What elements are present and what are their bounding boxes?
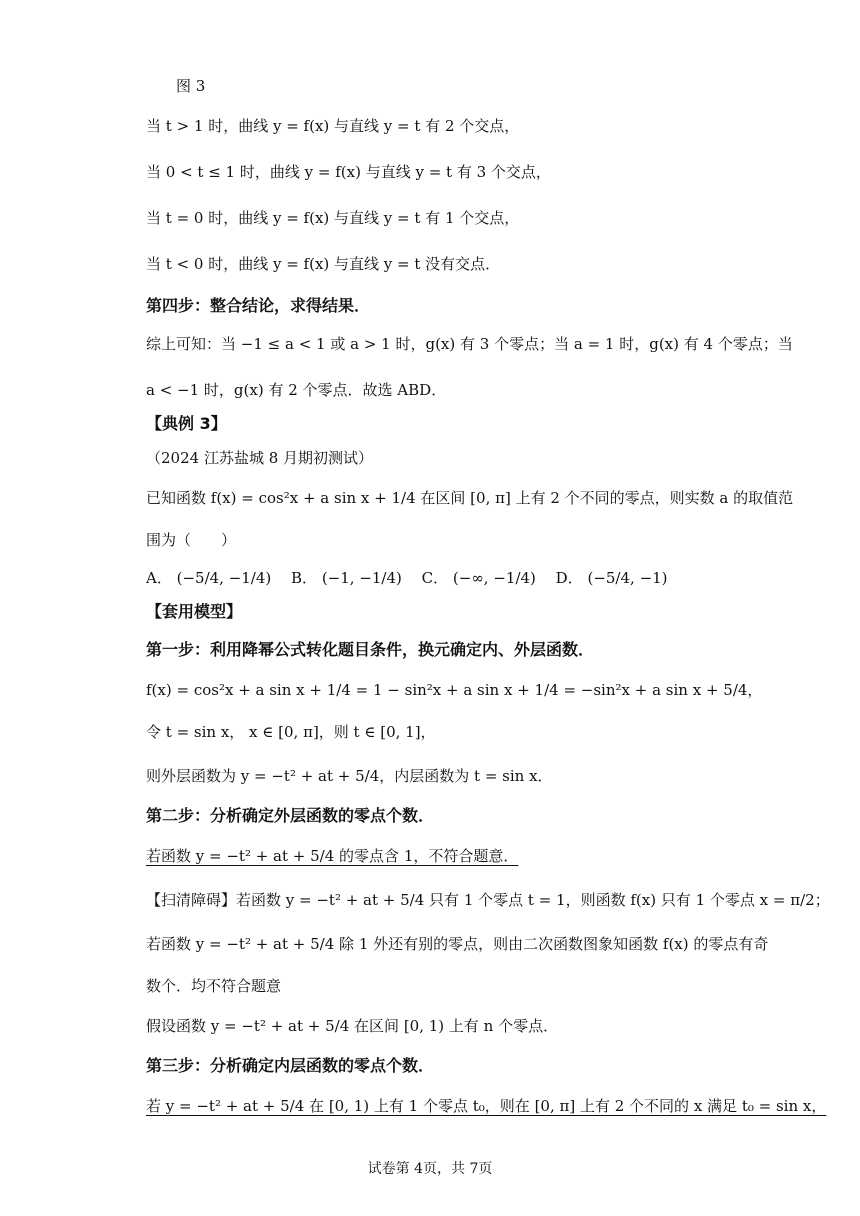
text-line: 当 t = 0 时，曲线 y = f(x) 与直线 y = t 有 1 个交点， [146, 209, 520, 227]
text-line: A． (−5/4, −1/4) B． (−1, −1/4) C． (−∞, −1/4) D． (−5/4, −1) [146, 569, 668, 587]
text-line: 若函数 y = −t² + at + 5/4 的零点含 1，不符合题意． [146, 847, 519, 865]
section-heading: 第一步：利用降幂公式转化题目条件，换元确定内、外层函数． [146, 640, 595, 659]
text-line: 若函数 y = −t² + at + 5/4 除 1 外还有别的零点，则由二次函数图象知函数 f(x) 的零点有奇 [146, 935, 769, 953]
text-line: 数个．均不符合题意 [146, 977, 282, 995]
section-heading: 第四步：整合结论，求得结果． [146, 296, 371, 315]
section-heading: 【套用模型】 [146, 602, 243, 621]
text-line: 图 3 [176, 77, 206, 95]
text-line: 已知函数 f(x) = cos²x + a sin x + 1/4 在区间 [0, π] 上有 2 个不同的零点，则实数 a 的取值范 [146, 489, 794, 507]
text-line: 则外层函数为 y = −t² + at + 5/4，内层函数为 t = sin x． [146, 767, 553, 785]
text-line: 当 t > 1 时，曲线 y = f(x) 与直线 y = t 有 2 个交点， [146, 117, 520, 135]
text-line: 【扫清障碍】若函数 y = −t² + at + 5/4 只有 1 个零点 t = 1，则函数 f(x) 只有 1 个零点 x = π/2； [146, 891, 830, 909]
text-line: 围为（ ） [146, 531, 237, 549]
text-line: （2024 江苏盐城 8 月期初测试） [146, 449, 374, 467]
text-line: f(x) = cos²x + a sin x + 1/4 = 1 − sin²x + a sin x + 1/4 = −sin²x + a sin x + 5/4， [146, 681, 763, 699]
section-heading: 第三步：分析确定内层函数的零点个数． [146, 1056, 435, 1075]
text-line: 当 t < 0 时，曲线 y = f(x) 与直线 y = t 没有交点． [146, 255, 501, 273]
section-heading: 第二步：分析确定外层函数的零点个数． [146, 806, 435, 825]
text-line: 若 y = −t² + at + 5/4 在 [0, 1) 上有 1 个零点 t₀，则在 [0, π] 上有 2 个不同的 x 满足 t₀ = sin x， [146, 1097, 827, 1115]
text-line: 假设函数 y = −t² + at + 5/4 在区间 [0, 1) 上有 n 个零点． [146, 1017, 559, 1035]
section-heading: 【典例 3】 [146, 414, 227, 433]
page-footer: 试卷第 4页，共 7页 [367, 1161, 493, 1177]
text-line: 令 t = sin x， x ∈ [0, π]，则 t ∈ [0, 1]， [146, 723, 436, 741]
text-line: 当 0 < t ≤ 1 时，曲线 y = f(x) 与直线 y = t 有 3 个交点， [146, 163, 551, 181]
text-line: a < −1 时，g(x) 有 2 个零点．故选 ABD． [146, 381, 447, 399]
text-line: 综上可知：当 −1 ≤ a < 1 或 a > 1 时，g(x) 有 3 个零点；当 a = 1 时，g(x) 有 4 个零点；当 [146, 335, 793, 353]
